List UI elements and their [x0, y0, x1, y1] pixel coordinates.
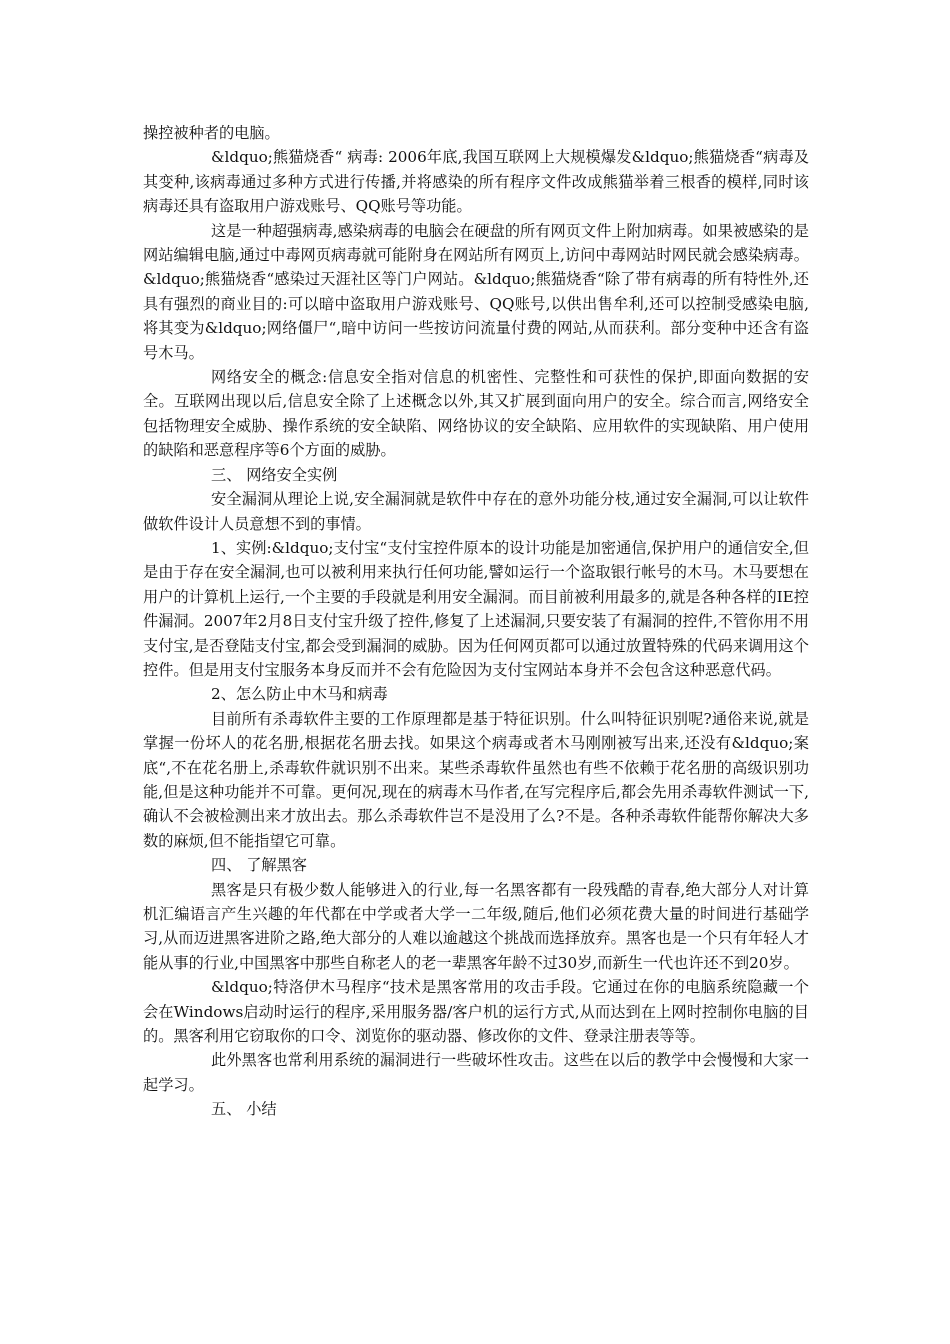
paragraph-super-virus: 这是一种超强病毒,感染病毒的电脑会在硬盘的所有网页文件上附加病毒。如果被感染的是网站编辑电脑,通过中毒网页病毒就可能附身在网站所有网页上,访问中毒网站时网民就会感染病毒。&ldquo;熊猫烧香“感染过天涯社区等门户网站。&ldquo;熊猫烧香“除了带有病毒的所有特性外,还具有强烈的商业目的:可以暗中盗取用户游戏账号、QQ账号,以供出售牟利,还可以控制受感染电脑,将其变为&ldquo;网络僵尸“,暗中访问一些按访问流量付费的网站,从而获利。部分变种中还含有盗号木马。: [143, 221, 809, 362]
paragraph-panda-virus: &ldquo;熊猫烧香“ 病毒: 2006年底,我国互联网上大规模爆发&ldquo;熊猫烧香“病毒及其变种,该病毒通过多种方式进行传播,并将感染的所有程序文件改成熊猫举着三根香的模样,同时该病毒还具有盗取用户游戏账号、QQ账号等功能。: [143, 148, 809, 216]
paragraph-antivirus: 目前所有杀毒软件主要的工作原理都是基于特征识别。什么叫特征识别呢?通俗来说,就是掌握一份坏人的花名册,根据花名册去找。如果这个病毒或者木马刚刚被写出来,还没有&ldquo;案底“,不在花名册上,杀毒软件就识别不出来。某些杀毒软件虽然也有些不依赖于花名册的高级识别功能,但是这种功能并不可靠。更何况,现在的病毒木马作者,在写完程序后,都会先用杀毒软件测试一下,确认不会被检测出来才放出去。那么杀毒软件岂不是没用了么?不是。各种杀毒软件能帮你解决大多数的麻烦,但不能指望它可靠。: [143, 709, 809, 850]
paragraph-continuation: 操控被种者的电脑。: [143, 124, 280, 142]
paragraph-system-holes: 此外黑客也常利用系统的漏洞进行一些破坏性攻击。这些在以后的教学中会慢慢和大家一起学习。: [143, 1051, 809, 1094]
paragraph-alipay-example: 1、实例:&ldquo;支付宝“支付宝控件原本的设计功能是加密通信,保护用户的通信安全,但是由于存在安全漏洞,也可以被利用来执行任何功能,譬如运行一个盗取银行帐号的木马。木马要想在用户的计算机上运行,一个主要的手段就是利用安全漏洞。而目前被利用最多的,就是各种各样的IE控件漏洞。2007年2月8日支付宝升级了控件,修复了上述漏洞,只要安装了有漏洞的控件,不管你用不用支付宝,是否登陆支付宝,都会受到漏洞的威胁。因为任何网页都可以通过放置特殊的代码来调用这个控件。但是用支付宝服务本身反而并不会有危险因为支付宝网站本身并不会包含这种恶意代码。: [143, 538, 809, 679]
section-heading-5: 五、 小结: [211, 1100, 277, 1119]
paragraph-security-hole: 安全漏洞从理论上说,安全漏洞就是软件中存在的意外功能分枝,通过安全漏洞,可以让软件做软件设计人员意想不到的事情。: [143, 490, 809, 533]
paragraph-trojan: &ldquo;特洛伊木马程序“技术是黑客常用的攻击手段。它通过在你的电脑系统隐藏一个会在Windows启动时运行的程序,采用服务器/客户机的运行方式,从而达到在上网时控制你电脑的目的。黑客利用它窃取你的口令、浏览你的驱动器、修改你的文件、登录注册表等等。: [143, 978, 809, 1046]
subheading-prevention: 2、怎么防止中木马和病毒: [211, 685, 388, 704]
paragraph-hackers: 黑客是只有极少数人能够进入的行业,每一名黑客都有一段残酷的青春,绝大部分人对计算机汇编语言产生兴趣的年代都在中学或者大学一二年级,随后,他们必须花费大量的时间进行基础学习,从而迈进黑客进阶之路,绝大部分的人难以逾越这个挑战而选择放弃。黑客也是一个只有年轻人才能从事的行业,中国黑客中那些自称老人的老一辈黑客年龄不过30岁,而新生一代也许还不到20岁。: [143, 880, 809, 972]
section-heading-3: 三、 网络安全实例: [211, 465, 338, 484]
document-body: [143, 121, 809, 1122]
paragraph-network-security-concept: 网络安全的概念:信息安全指对信息的机密性、完整性和可获性的保护,即面向数据的安全。互联网出现以后,信息安全除了上述概念以外,其又扩展到面向用户的安全。综合而言,网络安全包括物理安全威胁、操作系统的安全缺陷、网络协议的安全缺陷、应用软件的实现缺陷、用户使用的缺陷和恶意程序等6个方面的威胁。: [143, 368, 809, 460]
section-heading-4: 四、 了解黑客: [211, 856, 307, 875]
